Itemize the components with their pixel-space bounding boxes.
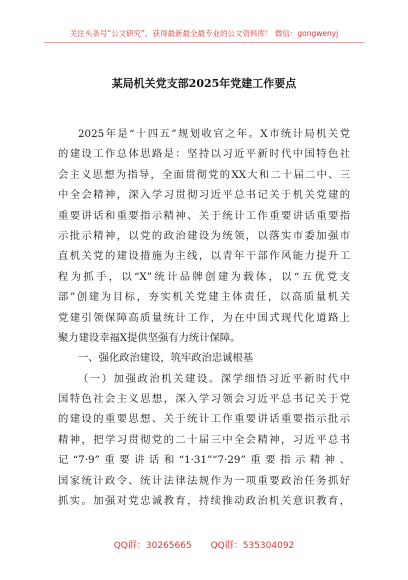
body-line: 的建设的重要思想、关于统计工作重要讲话重要指示批示 <box>58 413 350 426</box>
body-line: 中全会精神，深入学习贯彻习近平总书记关于机关党建的 <box>58 189 350 202</box>
document-body <box>58 124 350 511</box>
header-note: 关注头条号“公文研究”，获得最新最全最专业的公文资料库！ 微信：gongwenyj <box>69 29 339 38</box>
body-line: 重要讲话和重要指示精神、关于统计工作重要讲话重要指 <box>58 209 350 222</box>
footer-qq-group-2: QQ群：535304092 <box>210 541 295 551</box>
body-line: 程为抓手，以“X”统计品牌创建为载体，以“五优党支 <box>58 270 350 283</box>
body-line: 国特色社会主义思想，深入学习领会习近平总书记关于党 <box>58 393 350 406</box>
footer <box>0 538 408 551</box>
body-line: 部”创建为目标，夯实机关党建主体责任，以高质量机关 <box>58 291 350 304</box>
body-line: 会主义思想为指导，全面贯彻党的XX大和二十届二中、三 <box>58 168 350 181</box>
body-line: 2025年是“十四五”规划收官之年。X市统计局机关党 <box>78 128 350 140</box>
section-heading: 一、强化政治建设，筑牢政治忠诚根基 <box>78 352 254 365</box>
body-line: 聚力建设幸福X提供坚强有力统计保障。 <box>58 331 241 344</box>
body-line: 抓实。加强对党忠诚教育，持续推动政治机关意识教育， <box>58 495 350 508</box>
body-line: 国家统计政令、统计法律法规作为一项重要政治任务抓好 <box>58 474 350 487</box>
body-line: 示批示精神，以党的政治建设为统领，以落实市委加强市 <box>58 229 350 242</box>
body-line: 精神，把学习贯彻党的二十届三中全会精神，习近平总书 <box>58 433 350 446</box>
body-line: 记“7·9”重要讲话和“1·31”“7·29”重要指示精神、 <box>58 454 350 467</box>
body-line: 的建设工作总体思路是：坚持以习近平新时代中国特色社 <box>58 148 350 161</box>
footer-qq-group-1: QQ群：30265665 <box>113 541 192 551</box>
header-divider <box>44 42 364 43</box>
body-line: 党建引领保障高质量统计工作，为在中国式现代化道路上 <box>58 311 350 324</box>
body-line: （一）加强政治机关建设。深学细悟习近平新时代中 <box>78 372 350 385</box>
document-title: 某局机关党支部2025年党建工作要点 <box>111 77 297 90</box>
body-line: 直机关党的建设措施为主线，以青年干部作风能力提升工 <box>58 250 350 263</box>
